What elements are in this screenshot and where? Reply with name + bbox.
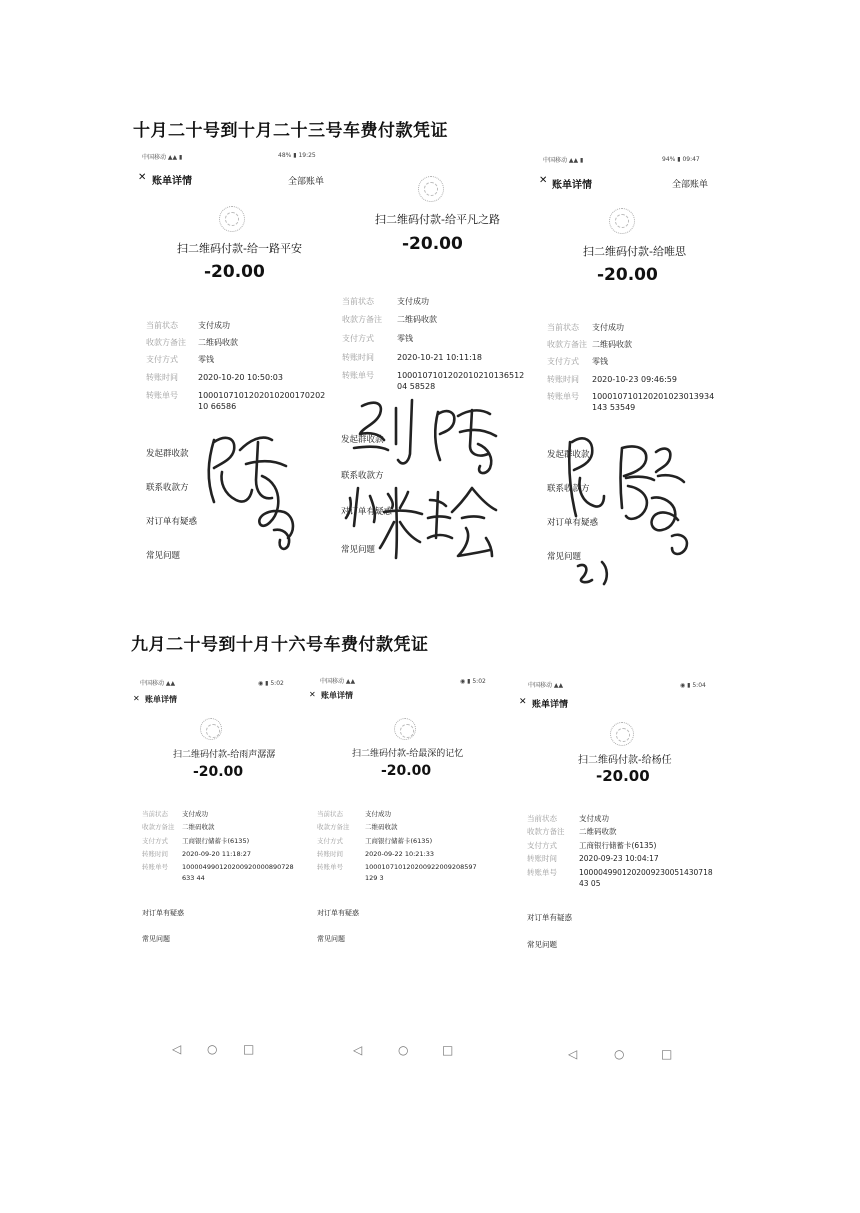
payment-title: 扫二维码付款-给最深的记忆 (352, 749, 464, 759)
nav-back-icon[interactable]: ◁ (172, 1042, 182, 1056)
row-key: 支付方式 (342, 334, 374, 343)
row-key: 当前状态 (342, 297, 374, 306)
order-question-link[interactable]: 对订单有疑惑 (146, 517, 198, 527)
row-value: 支付成功 (592, 323, 624, 332)
handwritten-signature-right (560, 428, 710, 588)
page-title: 账单详情 (532, 700, 569, 710)
merchant-avatar-icon (200, 718, 222, 740)
row-key: 转账单号 (146, 391, 178, 400)
row-value: 支付成功 (579, 814, 609, 823)
payment-amount: -20.00 (193, 764, 244, 780)
row-key: 当前状态 (146, 321, 178, 330)
row-value: 二维码收款 (579, 827, 617, 836)
row-value: 二维码收款 (182, 823, 215, 831)
row-key: 支付方式 (142, 837, 168, 845)
faq-link[interactable]: 常见问题 (317, 935, 345, 943)
back-close-icon[interactable]: ✕ (133, 694, 140, 703)
status-bar-right: ◉ ▮ 5:02 (258, 680, 284, 687)
contact-payee-link[interactable]: 联系收款方 (146, 483, 189, 493)
row-value: 100004990120200923005143071843 05 (579, 868, 713, 888)
status-bar-left: 中国移动 ▲▲ (528, 682, 564, 689)
all-bills-link[interactable]: 全部账单 (672, 180, 709, 190)
row-key: 转账单号 (142, 863, 168, 871)
status-bar-left: 中国移动 ▲▲ (140, 680, 176, 687)
nav-recent-icon[interactable]: □ (661, 1047, 673, 1061)
order-question-link[interactable]: 对订单有疑惑 (317, 909, 359, 917)
row-value: 2020-10-20 10:50:03 (198, 373, 283, 382)
row-key: 支付方式 (146, 355, 178, 364)
status-bar-left: 中国移动 ▲▲ (320, 678, 356, 685)
nav-back-icon[interactable]: ◁ (353, 1043, 363, 1057)
payment-title: 扫二维码付款-给平凡之路 (375, 213, 500, 226)
row-value: 2020-10-21 10:11:18 (397, 353, 482, 362)
row-value: 2020-09-20 11:18:27 (182, 850, 252, 858)
row-key: 转账时间 (146, 373, 178, 382)
back-close-icon[interactable]: ✕ (309, 690, 316, 699)
faq-link[interactable]: 常见问题 (142, 935, 170, 943)
contact-payee-link[interactable]: 联系收款方 (341, 471, 384, 481)
group-collect-link[interactable]: 发起群收款 (146, 449, 189, 459)
row-key: 当前状态 (547, 323, 579, 332)
nav-recent-icon[interactable]: □ (442, 1043, 454, 1057)
payment-amount: -20.00 (381, 763, 432, 779)
row-key: 收款方备注 (146, 338, 186, 347)
handwritten-signature-left (200, 420, 320, 560)
row-value: 零钱 (397, 334, 413, 343)
row-key: 收款方备注 (142, 823, 175, 831)
row-key: 支付方式 (527, 841, 557, 850)
row-value: 工商银行储蓄卡(6135) (182, 837, 250, 845)
payment-title: 扫二维码付款-给唯思 (583, 245, 686, 258)
row-key: 当前状态 (527, 814, 557, 823)
order-question-link[interactable]: 对订单有疑惑 (547, 518, 599, 528)
page-title: 账单详情 (152, 176, 192, 187)
row-key: 支付方式 (547, 357, 579, 366)
back-close-icon[interactable]: ✕ (519, 697, 527, 707)
row-value: 二维码收款 (365, 823, 398, 831)
row-value: 工商银行储蓄卡(6135) (365, 837, 433, 845)
row-value: 二维码收款 (397, 315, 437, 324)
all-bills-link[interactable]: 全部账单 (288, 177, 325, 187)
nav-home-icon[interactable]: ○ (207, 1042, 218, 1056)
row-key: 转账时间 (317, 850, 343, 858)
row-key: 转账时间 (527, 854, 557, 863)
payment-amount: -20.00 (597, 265, 658, 285)
status-bar-right: ◉ ▮ 5:04 (680, 682, 706, 689)
faq-link[interactable]: 常见问题 (527, 940, 557, 949)
merchant-avatar-icon (418, 176, 444, 202)
order-question-link[interactable]: 对订单有疑惑 (142, 909, 184, 917)
row-key: 收款方备注 (317, 823, 350, 831)
status-bar-right: ◉ ▮ 5:02 (460, 678, 486, 685)
row-value: 二维码收款 (198, 338, 238, 347)
payment-amount: -20.00 (596, 767, 650, 785)
row-key: 转账单号 (342, 371, 374, 380)
payment-amount: -20.00 (402, 234, 463, 254)
order-question-link[interactable]: 对订单有疑惑 (341, 507, 393, 517)
row-value: 100010710120200922009208597129 3 (365, 863, 477, 882)
nav-recent-icon[interactable]: □ (243, 1042, 255, 1056)
row-value: 零钱 (592, 357, 608, 366)
row-key: 转账时间 (142, 850, 168, 858)
page-title: 账单详情 (145, 695, 177, 704)
merchant-avatar-icon (219, 206, 245, 232)
page-title: 账单详情 (321, 691, 353, 700)
faq-link[interactable]: 常见问题 (341, 545, 376, 555)
section-title-september: 九月二十号到十月十六号车费付款凭证 (131, 635, 429, 655)
status-bar-right: 48% ▮ 19:25 (278, 152, 316, 159)
merchant-avatar-icon (394, 718, 416, 740)
nav-home-icon[interactable]: ○ (398, 1043, 409, 1057)
row-value: 2020-09-23 10:04:17 (579, 854, 659, 863)
payment-amount: -20.00 (204, 262, 265, 282)
row-value: 100010710120201020017020210 66586 (198, 391, 326, 411)
row-value: 100010710120201023013934143 53549 (592, 392, 715, 412)
row-key: 转账时间 (342, 353, 374, 362)
contact-payee-link[interactable]: 联系收款方 (547, 484, 590, 494)
row-key: 当前状态 (142, 810, 168, 818)
merchant-avatar-icon (610, 722, 634, 746)
row-value: 二维码收款 (592, 340, 632, 349)
handwritten-signature-middle (340, 388, 540, 578)
order-question-link[interactable]: 对订单有疑惑 (527, 913, 572, 922)
row-value: 支付成功 (182, 810, 208, 818)
row-value: 100004990120200920000890728633 44 (182, 863, 294, 882)
payment-title: 扫二维码付款-给杨任 (578, 755, 672, 766)
row-key: 转账单号 (317, 863, 343, 871)
row-value: 2020-09-22 10:21:33 (365, 850, 435, 858)
section-title-october: 十月二十号到十月二十三号车费付款凭证 (133, 121, 448, 141)
row-key: 转账单号 (527, 868, 557, 877)
page-title: 账单详情 (552, 180, 592, 191)
row-key: 收款方备注 (547, 340, 587, 349)
row-key: 转账时间 (547, 375, 579, 384)
row-key: 收款方备注 (342, 315, 382, 324)
row-value: 支付成功 (365, 810, 391, 818)
row-key: 转账单号 (547, 392, 579, 401)
status-bar-left: 中国移动 ▲▲ ▮ (142, 154, 183, 161)
row-value: 支付成功 (397, 297, 429, 306)
payment-title: 扫二维码付款-给雨声潺潺 (173, 750, 276, 760)
back-close-icon[interactable]: ✕ (539, 175, 548, 186)
faq-link[interactable]: 常见问题 (146, 551, 181, 561)
row-value: 支付成功 (198, 321, 230, 330)
group-collect-link[interactable]: 发起群收款 (341, 435, 384, 445)
merchant-avatar-icon (609, 208, 635, 234)
nav-home-icon[interactable]: ○ (614, 1047, 625, 1061)
row-value: 零钱 (198, 355, 214, 364)
nav-back-icon[interactable]: ◁ (568, 1047, 578, 1061)
payment-title: 扫二维码付款-给一路平安 (177, 242, 302, 255)
row-key: 收款方备注 (527, 827, 565, 836)
group-collect-link[interactable]: 发起群收款 (547, 450, 590, 460)
row-key: 支付方式 (317, 837, 343, 845)
back-close-icon[interactable]: ✕ (138, 172, 147, 183)
row-value: 100010710120201021013651204 58528 (397, 371, 525, 391)
row-value: 2020-10-23 09:46:59 (592, 375, 677, 384)
faq-link[interactable]: 常见问题 (547, 552, 582, 562)
status-bar-left: 中国移动 ▲▲ ▮ (543, 157, 584, 164)
status-bar-right: 94% ▮ 09:47 (662, 156, 700, 163)
row-key: 当前状态 (317, 810, 343, 818)
row-value: 工商银行储蓄卡(6135) (579, 841, 657, 850)
